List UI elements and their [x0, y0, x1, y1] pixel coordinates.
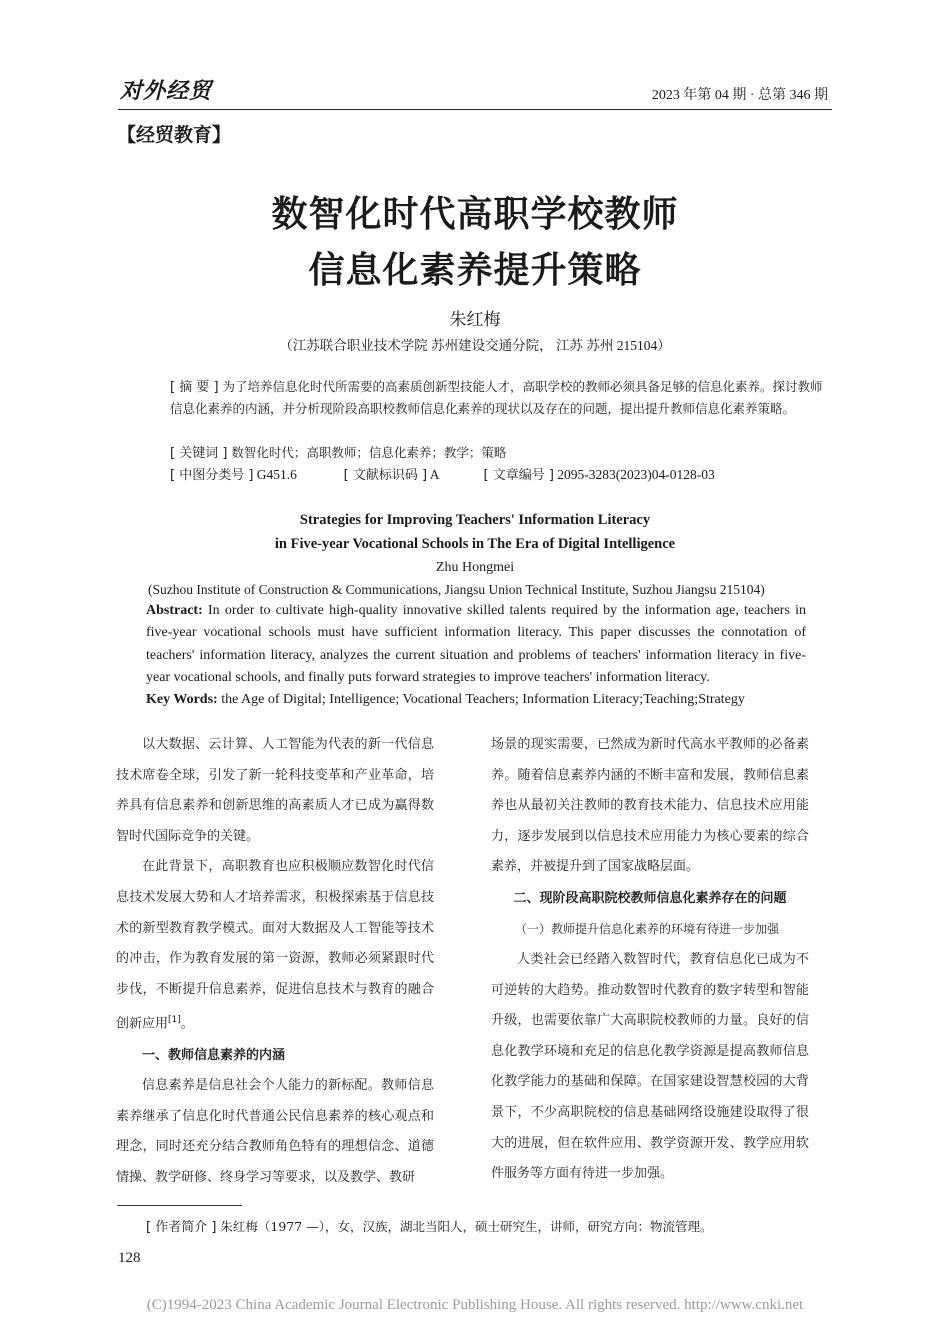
title-cn-line1: 数智化时代高职学校教师 [271, 194, 679, 235]
author-cn: 朱红梅 [449, 310, 501, 330]
footnote-label: [ 作者简介 ] [146, 1220, 217, 1235]
footnote-rule [117, 1205, 242, 1206]
keywords-cn [170, 442, 835, 464]
abstract-cn-text: 为了培养信息化时代所需要的高素质创新型技能人才，高职学校的教师必须具备足够的信息化素养。探讨教师信息化素养的内涵，并分析现阶段高职校教师信息化素养的现状以及存在的问题，提出提升教师信息化素养策略。 [170, 379, 823, 416]
keywords-en-text: the Age of Digital; Intelligence; Vocational Teachers; Information Literacy;Teaching;Strategy [221, 692, 745, 707]
author-footnote [146, 1216, 712, 1235]
keywords-cn-label: [ 关键词 ] [170, 446, 228, 461]
issue-info: 2023 年第 04 期 · 总第 346 期 [651, 88, 828, 103]
section-heading: 二、现阶段高职院校教师信息化素养存在的问题 [513, 890, 787, 906]
doc-code-value: A [429, 467, 439, 482]
body-right-column [491, 730, 809, 1190]
copyright-watermark: (C)1994-2023 China Academic Journal Electronic Publishing House. All rights reserved. http://www.cnki.net [146, 1297, 804, 1313]
page-number: 128 [118, 1250, 141, 1266]
keywords-en [146, 689, 806, 711]
title-cn-line2: 信息化素养提升策略 [308, 250, 642, 291]
abstract-cn-label: [ 摘 要 ] [170, 380, 219, 395]
body-paragraph: 场景的现实需要，已然成为新时代高水平教师的必备素养。随着信息素养内涵的不断丰富和发展，教师信息素养也从最初关注教师的教育技术能力、信息技术应用能力，逐步发展到以信息技术应用能力为核心要素的综合素养，并被提升到了国家战略层面。 [491, 737, 809, 875]
body-paragraph: 信息素养是信息社会个人能力的新标配。教师信息素养继承了信息化时代普通公民信息素养的核心观点和理念，同时还充分结合教师角色特有的理想信念、道德情操、教学研修、终身学习等要求，以及教学、教研 [116, 1078, 434, 1186]
author-en: Zhu Hongmei [435, 560, 515, 575]
clc-value: G451.6 [256, 467, 297, 482]
classification-line [170, 464, 835, 486]
footnote-text: 朱红梅（1977 —），女，汉族，湖北当阳人，硕士研究生，讲师，研究方向：物流管理。 [220, 1219, 713, 1234]
body-paragraph: 以大数据、云计算、人工智能为代表的新一代信息技术席卷全球，引发了新一轮科技变革和产业革命，培养具有信息素养和创新思维的高素质人才已成为赢得数智时代国际竞争的关键。 [116, 737, 434, 844]
clc-label: [ 中图分类号 ] [170, 468, 254, 483]
title-en-line1: Strategies for Improving Teachers' Information Literacy [299, 512, 651, 528]
article-no-value: 2095-3283(2023)04-0128-03 [557, 467, 715, 482]
subsection-heading: （一）教师提升信息化素养的环境有待进一步加强 [515, 921, 780, 936]
body-left-column [116, 730, 434, 1194]
body-text: 在此背景下，高职教育也应积极顺应数智化时代信息技术发展大势和人才培养需求，积极探索基于信息技术的新型教育教学模式。面对大数据及人工智能等技术的冲击，作为教育发展的第一资源，教师必须紧跟时代步伐，不断提升信息素养，促进信息技术与教育的融合创新应用 [116, 859, 434, 1032]
article-no-label: [ 文章编号 ] [483, 468, 554, 483]
body-paragraph: 人类社会已经踏入数智时代，教育信息化已成为不可逆转的大趋势。推动数智时代教育的数字转型和智能升级，也需要依靠广大高职院校教师的力量。良好的信息化教学环境和充足的信息化教学资源是提高教师信息化教学能力的基础和保障。在国家建设智慧校园的大背景下，不少高职院校的信息基础网络设施建设取得了很大的进展，但在软件应用、教学资源开发、教学应用软件服务等方面有待进一步加强。 [491, 951, 809, 1182]
doc-code-label: [ 文献标识码 ] [343, 468, 428, 483]
body-text-end: 。 [180, 1016, 194, 1032]
section-heading: 一、教师信息素养的内涵 [142, 1048, 286, 1064]
header-rule [118, 109, 832, 110]
citation-ref: [1] [168, 1015, 181, 1026]
title-en-line2: in Five-year Vocational Schools in The Era of Digital Intelligence [274, 536, 676, 552]
abstract-en [146, 600, 806, 689]
keywords-cn-text: 数智化时代；高职教师；信息化素养；教学；策略 [231, 445, 507, 460]
abstract-en-label: Abstract: [146, 603, 203, 618]
affiliation-cn: （江苏联合职业技术学院 苏州建设交通分院， 江苏 苏州 215104） [279, 338, 671, 353]
keywords-en-label: Key Words: [146, 692, 218, 707]
affiliation-en: (Suzhou Institute of Construction & Communications, Jiangsu Union Technical Institute, Suzhou Jiangsu 215104) [148, 582, 765, 597]
body-paragraph [116, 852, 434, 1040]
section-label: 【经贸教育】 [117, 124, 232, 146]
journal-logo: 对外经贸 [120, 79, 213, 104]
abstract-cn [170, 376, 835, 419]
abstract-en-text: In order to cultivate high-quality innovative skilled talents required by the information age, teachers in five-year vocational schools must have sufficient information literacy. This paper discusses the connotation of teachers' information literacy, analyzes the current situation and problems of teachers' information literacy in five-year vocational schools, and finally puts forward strategies to improve teachers' information literacy. [146, 603, 806, 685]
